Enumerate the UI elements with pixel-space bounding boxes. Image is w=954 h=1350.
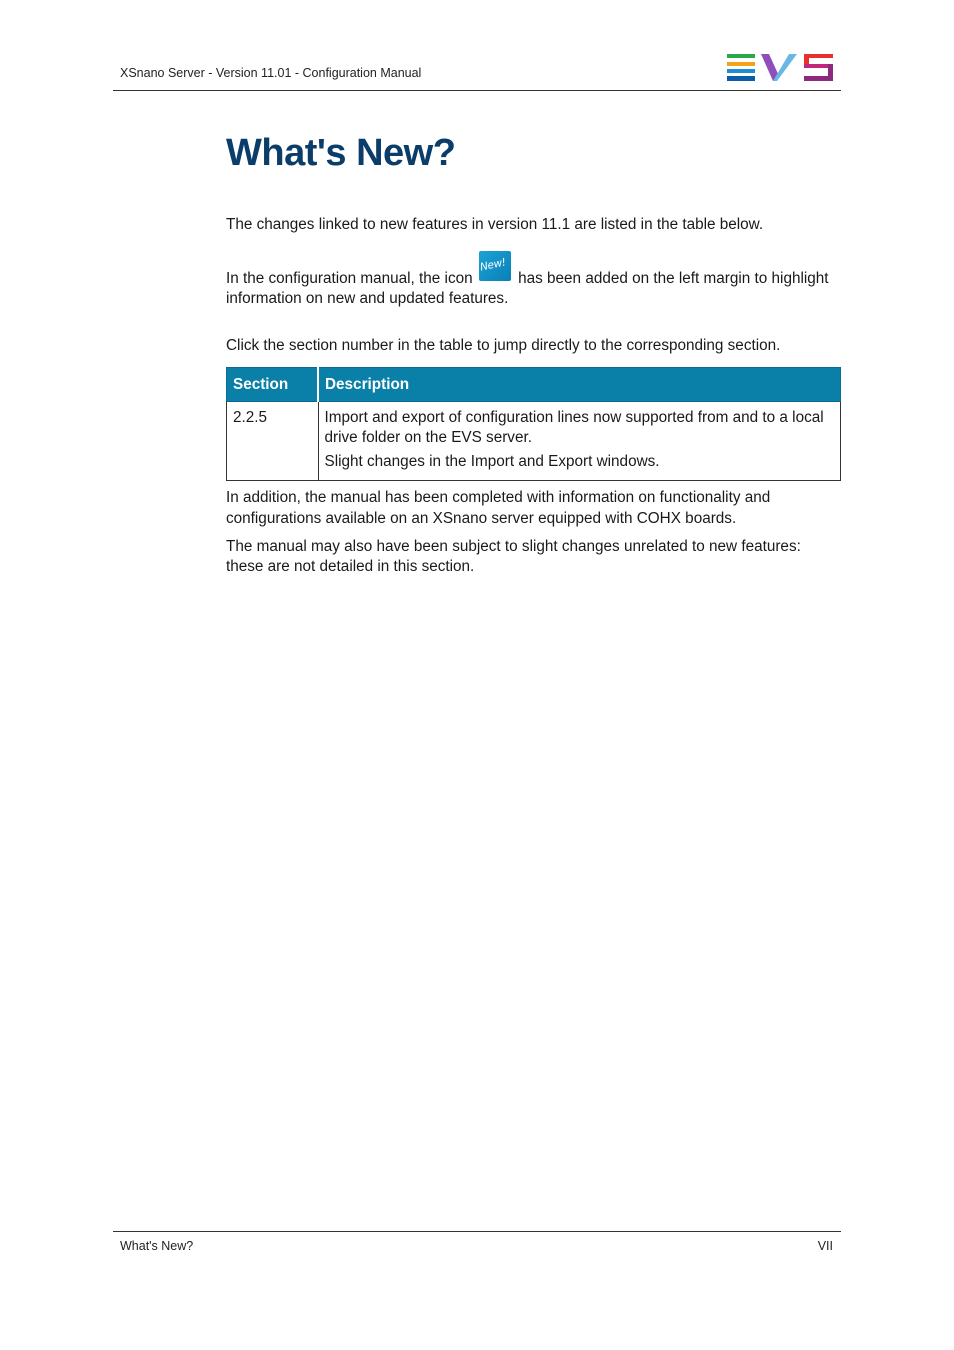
icon-sentence-start: In the configuration manual, the icon (226, 270, 473, 287)
page-header (113, 46, 841, 91)
page-number: VII (817, 1239, 833, 1253)
table-header-row (227, 368, 841, 402)
changes-table (226, 367, 841, 481)
click-instruction: Click the section number in the table to jump directly to the corresponding section. (226, 337, 781, 354)
icon-explanation-paragraph (226, 256, 841, 309)
column-header-section: Section (227, 368, 319, 402)
column-header-description: Description (318, 368, 841, 402)
page-footer (113, 1231, 841, 1262)
additional-info-paragraph: In addition, the manual has been completed with information on functionality and configurations available on an XSnano server equipped with COHX boards. (226, 489, 771, 527)
document-title: XSnano Server - Version 11.01 - Configuration Manual (120, 66, 422, 80)
description-line: Import and export of configuration lines now supported from and to a local drive folder on the EVS server. (324, 409, 824, 446)
changes-note-paragraph: The manual may also have been subject to slight changes unrelated to new features: these are not detailed in this section. (226, 538, 801, 575)
new-badge-icon (479, 251, 511, 281)
evs-logo (727, 54, 833, 81)
page-title: What's New? (226, 132, 456, 174)
description-cell (318, 402, 841, 481)
section-link[interactable]: 2.2.5 (227, 402, 319, 481)
description-line: Slight changes in the Import and Export windows. (324, 453, 660, 470)
new-badge-label: New! (478, 256, 507, 274)
footer-section-name: What's New? (120, 1239, 194, 1253)
table-row (227, 402, 841, 481)
icon-sentence-end: has been added on the left margin to highlight information on new and updated features. (226, 270, 829, 307)
intro-paragraph: The changes linked to new features in version 11.1 are listed in the table below. (226, 216, 764, 233)
